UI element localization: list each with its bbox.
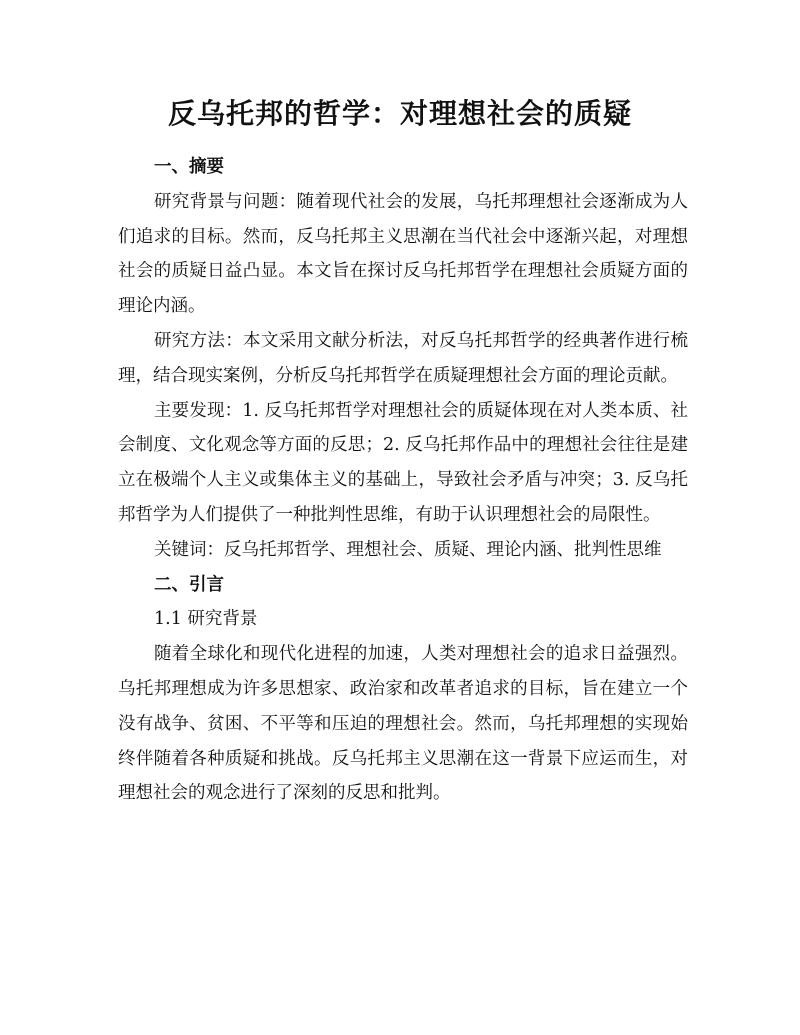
document-title: 反乌托邦的哲学：对理想社会的质疑 (167, 97, 632, 130)
abstract-background-paragraph: 研究背景与问题：随着现代社会的发展，乌托邦理想社会逐渐成为人们追求的目标。然而，反乌托邦主义思潮在当代社会中逐渐兴起，对理想社会的质疑日益凸显。本文旨在探讨反乌托邦哲学在理想社会质疑方面的理论内涵。 (118, 191, 688, 317)
introduction-heading: 二、引言 (154, 574, 224, 595)
introduction-paragraph: 随着全球化和现代化进程的加速，人类对理想社会的追求日益强烈。乌托邦理想成为许多思想家、政治家和改革者追求的目标，旨在建立一个没有战争、贫困、不平等和压迫的理想社会。然而，乌托邦理想的实现始终伴随着各种质疑和挑战。反乌托邦主义思潮在这一背景下应运而生，对理想社会的观念进行了深刻的反思和批判。 (118, 644, 688, 804)
abstract-methods-paragraph: 研究方法：本文采用文献分析法，对反乌托邦哲学的经典著作进行梳理，结合现实案例，分析反乌托邦哲学在质疑理想社会方面的理论贡献。 (118, 330, 688, 386)
document-body (118, 150, 688, 811)
abstract-keywords-paragraph: 关键词：反乌托邦哲学、理想社会、质疑、理论内涵、批判性思维 (154, 539, 662, 560)
abstract-heading: 一、摘要 (154, 157, 224, 177)
abstract-findings-paragraph: 主要发现：1. 反乌托邦哲学对理想社会的质疑体现在对人类本质、社会制度、文化观念等方面的反思；2. 反乌托邦作品中的理想社会往往是建立在极端个人主义或集体主义的基础上，导致社会矛盾与冲突；3. 反乌托邦哲学为人们提供了一种批判性思维，有助于认识理想社会的局限性。 (118, 400, 688, 525)
research-background-subheading: 1.1 研究背景 (154, 609, 258, 630)
